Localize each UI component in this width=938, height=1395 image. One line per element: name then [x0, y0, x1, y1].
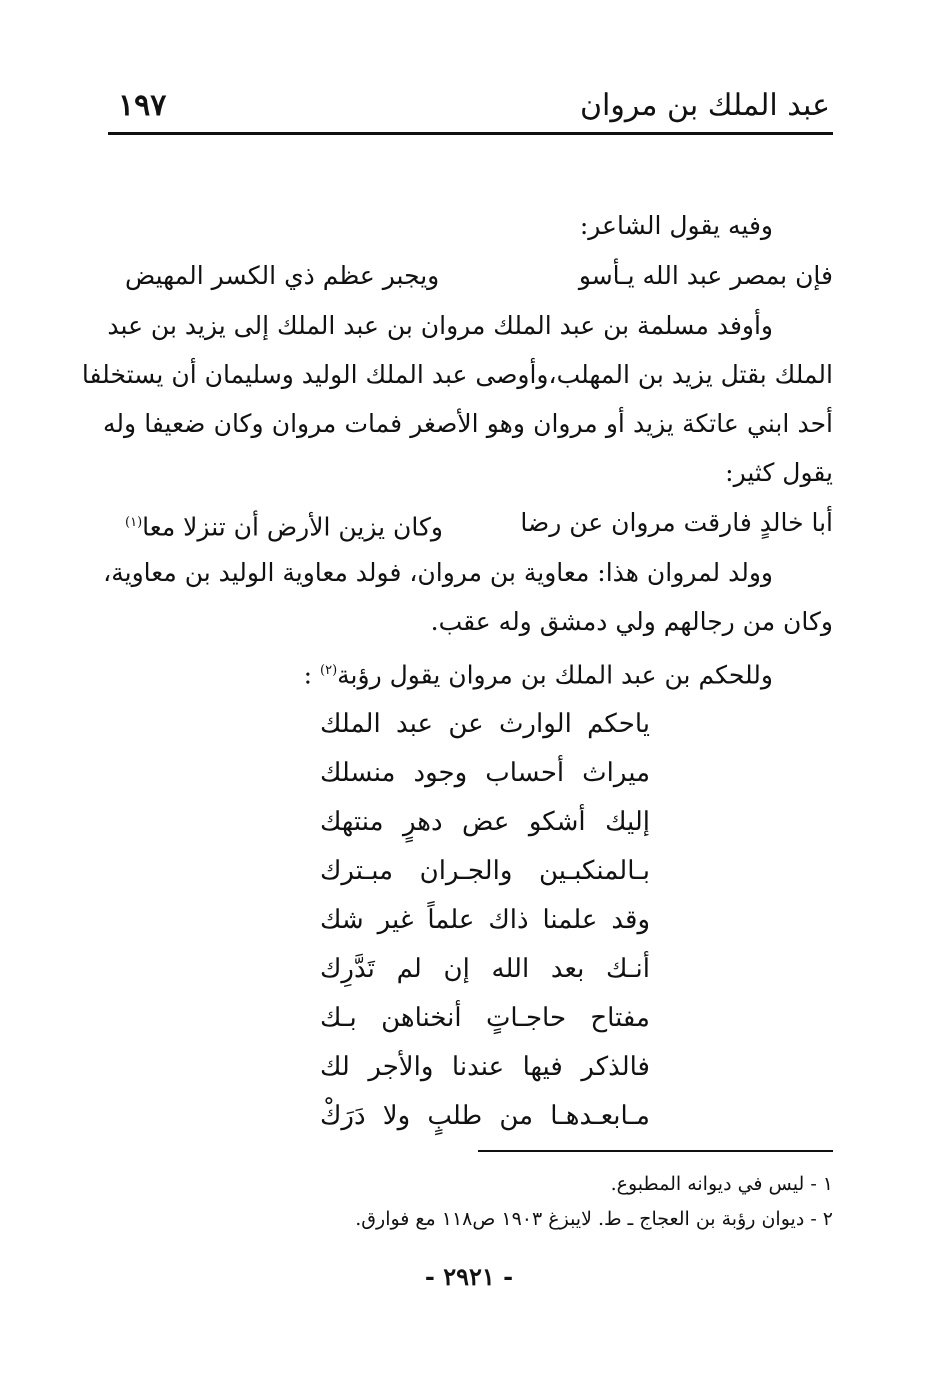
footnote-2: ٢ - ديوان رؤبة بن العجاج ـ ط. لايبزغ ١٩٠٣ ص١١٨ مع فوارق.	[355, 1208, 833, 1230]
paragraph-3	[113, 653, 773, 693]
paragraph-1-line-1: وأوفد مسلمة بن عبد الملك مروان بن عبد الملك إلى يزيد بن عبد	[107, 311, 773, 340]
rajaz-line-1: ياحكم الوارث عن عبد الملك	[320, 709, 650, 739]
folio-number: - ٢٩٢١ -	[424, 1262, 514, 1291]
verse-1-left-hemistich: ويجبر عظم ذي الكسر المهيض	[125, 261, 440, 290]
paragraph-3-text: وللحكم بن عبد الملك بن مروان يقول رؤبة	[337, 660, 773, 690]
verse-2-left-text: وكان يزين الأرض أن تنزلا معا	[142, 512, 443, 542]
paragraph-2-line-1: وولد لمروان هذا: معاوية بن مروان، فولد معاوية الوليد بن معاوية،	[103, 558, 773, 587]
paragraph-3-tail: :	[303, 660, 320, 690]
rajaz-line-6: أنـك بعد الله إن لم تَدَّرِك	[320, 954, 650, 984]
rajaz-line-9: مـابعـدهـا من طلبٍ ولا دَرَكْ	[320, 1101, 650, 1131]
footnote-1: ١ - ليس في ديوانه المطبوع.	[610, 1173, 833, 1195]
footnote-ref-1: (١)	[125, 515, 143, 530]
rajaz-line-8: فالذكر فيها عندنا والأجر لك	[320, 1052, 650, 1082]
verse-2-left-hemistich	[125, 505, 443, 545]
header-rule	[108, 132, 833, 135]
chapter-title: عبد الملك بن مروان	[579, 88, 830, 123]
rajaz-line-5: وقد علمنا ذاك علماً غير شك	[320, 905, 650, 935]
running-header	[118, 88, 830, 130]
page-number: ١٩٧	[118, 88, 167, 123]
rajaz-line-3: إليك أشكو عض دهرٍ منتهك	[320, 807, 650, 837]
paragraph-1-line-3: أحد ابني عاتكة يزيد أو مروان وهو الأصغر فمات مروان وكان ضعيفا وله	[103, 409, 833, 438]
paragraph-1-line-2: الملك بقتل يزيد بن المهلب،وأوصى عبد الملك الوليد وسليمان أن يستخلفا	[81, 360, 833, 389]
verse-2-right-hemistich: أبا خالدٍ فارقت مروان عن رضا	[520, 508, 833, 537]
rajaz-line-2: ميراث أحساب وجود منسلك	[320, 758, 650, 788]
footnote-ref-2: (٢)	[320, 663, 338, 678]
rajaz-line-4: بـالمنكبـين والجـران مبـترك	[320, 856, 650, 886]
footnote-rule	[478, 1150, 833, 1152]
intro-line: وفيه يقول الشاعر:	[579, 211, 773, 240]
rajaz-line-7: مفتاح حاجـاتٍ أنخناهن بـك	[320, 1003, 650, 1033]
paragraph-2-line-2: وكان من رجالهم ولي دمشق وله عقب.	[430, 607, 833, 636]
verse-1-right-hemistich: فإن بمصر عبد الله يـأسو	[578, 261, 833, 290]
paragraph-1-line-4: يقول كثير:	[725, 458, 833, 487]
